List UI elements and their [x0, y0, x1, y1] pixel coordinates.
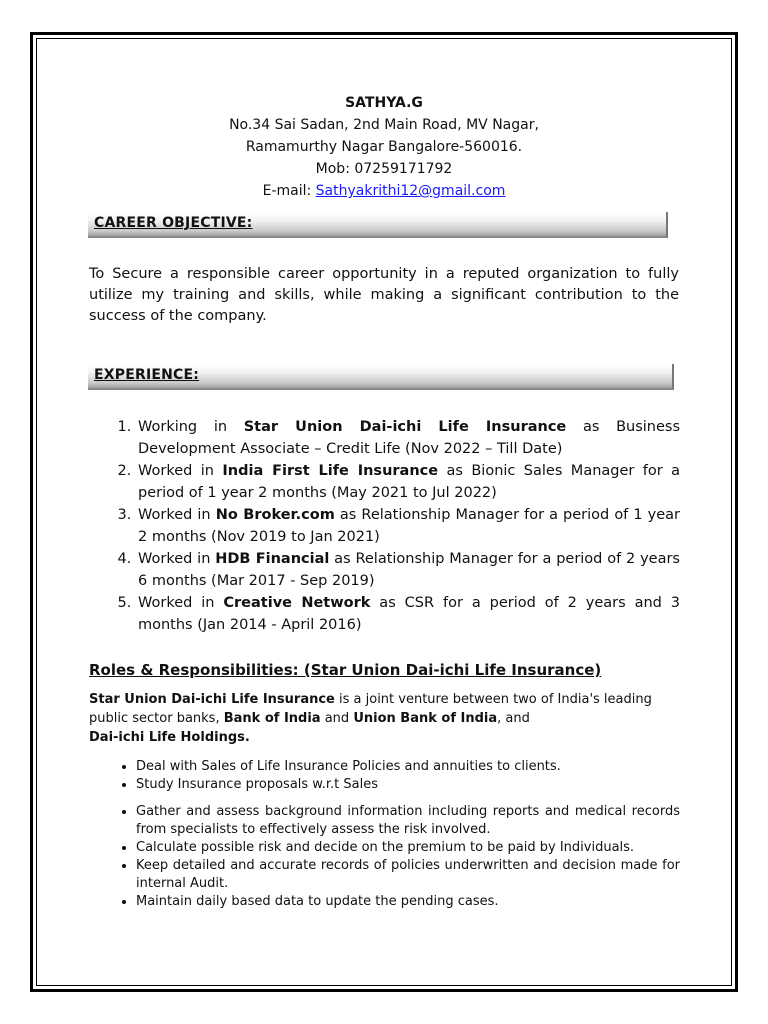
experience-item: 2. Worked in India First Life Insurance as Bionic Sales Manager for a period of 1 year 2 months (May 2021 to Jul 2022) [136, 460, 680, 504]
candidate-name: SATHYA.G [345, 95, 423, 111]
roles-heading: Roles & Responsibilities: (Star Union Dai-ichi Life Insurance) [89, 661, 602, 679]
list-item: • Keep detailed and accurate records of policies underwritten and decision made for internal Audit. [136, 857, 680, 893]
experience-heading: EXPERIENCE: [94, 367, 200, 383]
mobile-number: Mob: 07259171792 [315, 161, 453, 177]
email-label: E-mail: [262, 183, 316, 199]
experience-list [100, 416, 680, 636]
roles-intro: Star Union Dai-ichi Life Insurance is a joint venture between two of India's leading public sector banks, Bank of India and Union Bank of India, and Dai-ichi Life Holdings. [89, 692, 652, 745]
company-name: India First Life Insurance [222, 463, 439, 479]
experience-item: 5. Worked in Creative Network as CSR for a period of 2 years and 3 months (Jan 2014 - April 2016) [136, 592, 680, 636]
experience-heading-bar [88, 364, 674, 390]
list-item: • Study Insurance proposals w.r.t Sales [136, 776, 680, 794]
email-row [36, 180, 732, 202]
list-item: • Calculate possible risk and decide on the premium to be paid by Individuals. [136, 839, 680, 857]
company-name: HDB Financial [215, 551, 330, 567]
responsibilities-list-2 [110, 803, 680, 911]
address-line-2: Ramamurthy Nagar Bangalore-560016. [245, 139, 523, 155]
career-objective-heading-bar [88, 212, 668, 238]
career-objective-heading: CAREER OBJECTIVE: [94, 215, 253, 231]
experience-item: 1. Working in Star Union Dai-ichi Life Insurance as Business Development Associate – Credit Life (Nov 2022 – Till Date) [136, 416, 680, 460]
company-name: Creative Network [223, 595, 371, 611]
experience-item: 4. Worked in HDB Financial as Relationship Manager for a period of 2 years 6 months (Mar 2017 - Sep 2019) [136, 548, 680, 592]
address-line-1: No.34 Sai Sadan, 2nd Main Road, MV Nagar, [229, 117, 539, 133]
list-item: • Maintain daily based data to update the pending cases. [136, 893, 680, 911]
company-name: Star Union Dai-ichi Life Insurance [243, 419, 567, 435]
responsibilities-list-1 [110, 758, 680, 794]
company-name: No Broker.com [215, 507, 335, 523]
contact-header [36, 92, 732, 202]
list-item: • Gather and assess background information including reports and medical records from specialists to effectively assess the risk involved. [136, 803, 680, 839]
experience-item: 3. Worked in No Broker.com as Relationship Manager for a period of 1 year 2 months (Nov 2019 to Jan 2021) [136, 504, 680, 548]
list-item: • Deal with Sales of Life Insurance Policies and annuities to clients. [136, 758, 680, 776]
career-objective-text: To Secure a responsible career opportunity in a reputed organization to fully utilize my training and skills, while making a significant contribution to the success of the company. [89, 266, 679, 324]
email-link[interactable]: Sathyakrithi12@gmail.com [315, 183, 506, 199]
